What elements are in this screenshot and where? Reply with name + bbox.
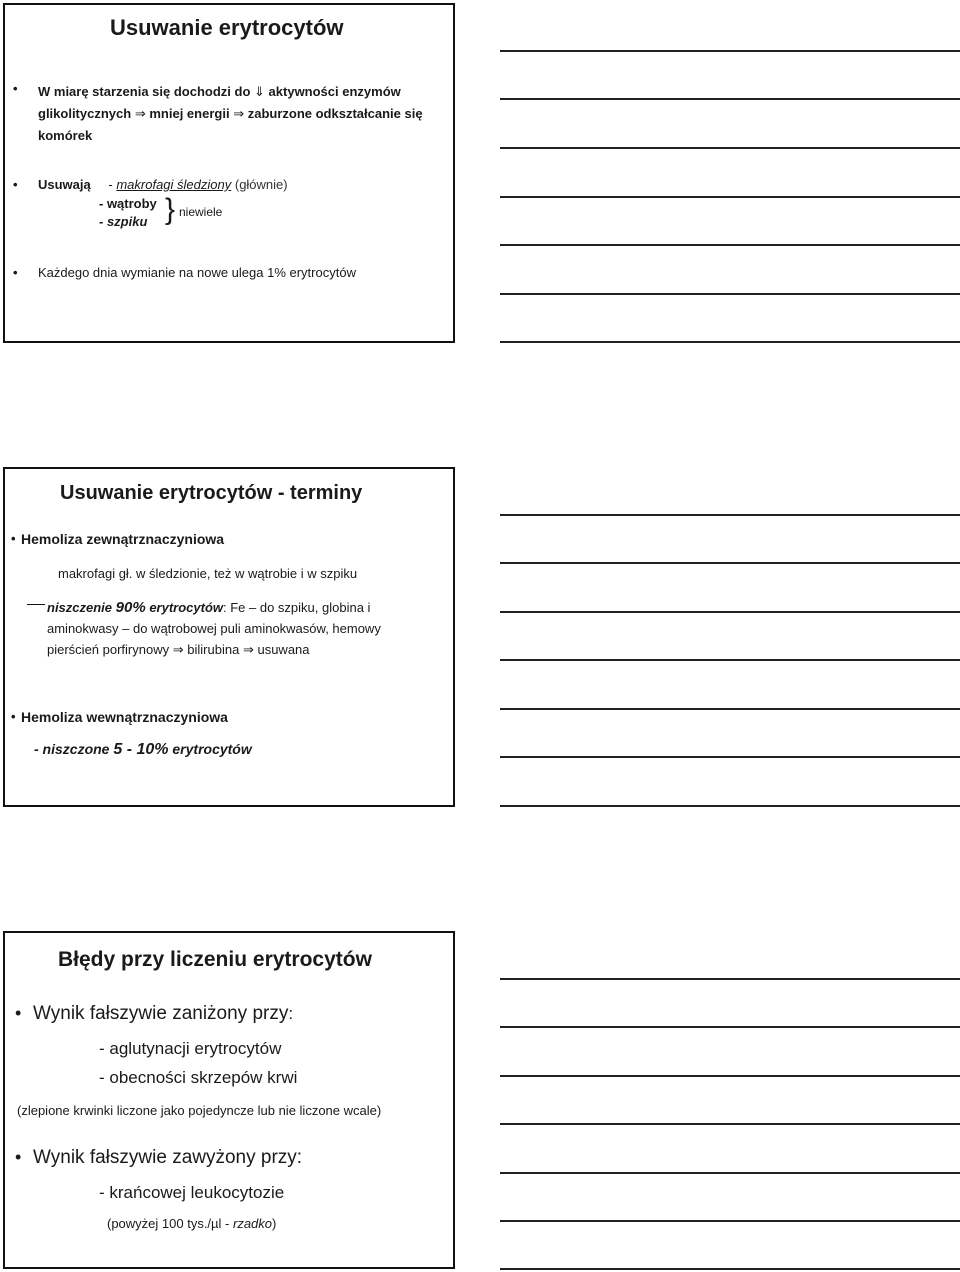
text: - krańcowej leukocytozie	[99, 1183, 285, 1202]
text: zaburzone odkształcanie się	[247, 106, 423, 121]
text: Usuwają	[38, 177, 91, 192]
text: makrofagi gł. w śledzionie, też w wątrobie i w szpiku	[58, 566, 358, 581]
note-line	[500, 514, 960, 516]
slide-title: Usuwanie erytrocytów	[110, 15, 344, 40]
paragraph-destruction	[47, 597, 381, 661]
text: -	[108, 177, 113, 192]
heading-extravascular: Hemoliza zewnątrznaczyniowa	[21, 531, 225, 547]
heading-underestimated	[33, 1003, 293, 1025]
text: usuwana	[257, 642, 310, 657]
note-line	[500, 196, 960, 198]
bullet-marker: •	[13, 81, 18, 96]
note-line	[500, 341, 960, 343]
text: aktywności enzymów	[268, 84, 401, 99]
note-line	[500, 1026, 960, 1028]
text: erytrocytów	[172, 741, 252, 757]
note-line	[500, 1220, 960, 1222]
note-line	[500, 1123, 960, 1125]
paragraph-aging	[38, 81, 423, 146]
dash-marker	[27, 604, 45, 605]
slide-3	[3, 931, 455, 1269]
note-line	[500, 1075, 960, 1077]
bullet-marker: •	[13, 177, 18, 192]
note-line	[500, 1268, 960, 1270]
text: - szpiku	[99, 214, 148, 229]
text: )	[272, 1216, 277, 1231]
bullet-marker: •	[11, 709, 16, 724]
bullet-marker: •	[11, 531, 16, 546]
text: pierścień porfirynowy	[47, 642, 170, 657]
text: makrofagi śledziony	[116, 177, 232, 192]
heading-overestimated: Wynik fałszywie zawyżony przy:	[33, 1147, 303, 1168]
note-line	[500, 244, 960, 246]
right-arrow-icon: ⇒	[233, 107, 245, 122]
slide-title: Błędy przy liczeniu erytrocytów	[58, 948, 372, 971]
slide-1	[3, 3, 455, 343]
text: - niszczone	[34, 741, 110, 757]
text: rzadko	[233, 1216, 273, 1231]
text: niszczenie	[47, 600, 113, 615]
note-line	[500, 756, 960, 758]
note-line	[500, 562, 960, 564]
note-line	[500, 805, 960, 807]
note-line	[500, 611, 960, 613]
slide-title: Usuwanie erytrocytów - terminy	[60, 482, 363, 504]
text: (powyżej 100 tys./µl -	[107, 1216, 230, 1231]
text: 5 - 10%	[113, 741, 169, 758]
right-arrow-icon: ⇒	[134, 107, 146, 122]
text-note	[107, 1216, 276, 1231]
text: 90%	[115, 599, 146, 616]
text: glikolitycznych	[38, 106, 132, 121]
text: - wątroby	[99, 196, 157, 211]
text: erytrocytów	[149, 600, 224, 615]
text: W miarę starzenia się dochodzi do	[38, 84, 251, 99]
right-arrow-icon: ⇒	[242, 643, 254, 658]
text: niewiele	[179, 205, 223, 219]
bullet-marker: •	[13, 265, 18, 280]
heading-intravascular: Hemoliza wewnątrznaczyniowa	[21, 709, 228, 725]
text: Wynik fałszywie zaniżony przy	[33, 1003, 289, 1024]
text: (zlepione krwinki liczone jako pojedyncze lub nie liczone wcale)	[17, 1103, 382, 1118]
down-arrow-icon: ⇓	[254, 85, 265, 100]
slide-2	[3, 467, 455, 807]
note-line	[500, 1172, 960, 1174]
paragraph-removers	[38, 177, 288, 192]
text: aminokwasy – do wątrobowej puli aminokwasów, hemowy	[47, 621, 381, 636]
text: - obecności skrzepów krwi	[99, 1068, 298, 1087]
text-destroyed	[34, 741, 252, 759]
text: bilirubina	[187, 642, 240, 657]
brace-symbol: }	[165, 193, 176, 226]
text: mniej energii	[149, 106, 230, 121]
text: komórek	[38, 128, 93, 143]
right-arrow-icon: ⇒	[172, 643, 184, 658]
text: :	[288, 1004, 294, 1023]
note-line	[500, 978, 960, 980]
paragraph-daily-turnover: Każdego dnia wymianie na nowe ulega 1% erytrocytów	[38, 265, 356, 280]
bullet-marker: •	[15, 1147, 22, 1167]
bullet-marker: •	[15, 1003, 22, 1023]
note-line	[500, 293, 960, 295]
note-line	[500, 50, 960, 52]
note-line	[500, 659, 960, 661]
note-line	[500, 147, 960, 149]
text: - aglutynacji erytrocytów	[99, 1039, 282, 1058]
note-line	[500, 708, 960, 710]
text: : Fe – do szpiku, globina i	[223, 600, 371, 615]
note-line	[500, 98, 960, 100]
text: (głównie)	[234, 177, 288, 192]
